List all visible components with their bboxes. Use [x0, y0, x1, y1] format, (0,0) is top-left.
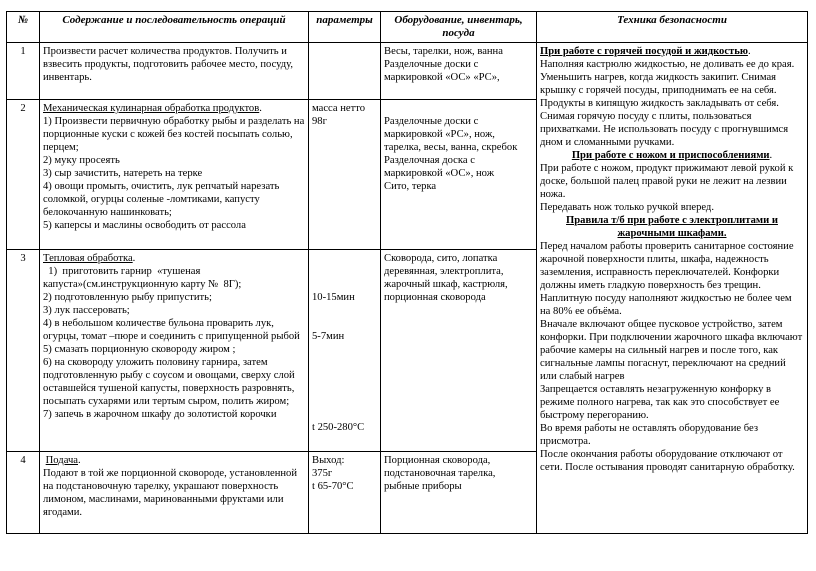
- param-text: t 65-70°С: [312, 481, 354, 492]
- param-text: масса нетто: [312, 103, 366, 114]
- operation-params: [309, 452, 381, 534]
- operation-params: [309, 100, 381, 250]
- equipment-text: Разделочная доска с маркировкой «ОС», нож: [384, 155, 495, 179]
- equipment-text: Весы, тарелки, нож, ванна: [384, 46, 503, 57]
- param-text: 375г: [312, 468, 333, 479]
- param-text: 98г: [312, 116, 327, 127]
- safety-electric-p4: Во время работы не оставлять оборудование без присмотра.: [540, 423, 759, 447]
- param-text: 5-7мин: [312, 331, 345, 342]
- equipment-text: Сковорода, сито, лопатка деревянная, электроплита, жарочный шкаф, кастрюля, порционная сковорода: [384, 253, 508, 303]
- operation-params: [309, 43, 381, 100]
- tech-card-table: [6, 11, 808, 534]
- operation-equipment: [381, 250, 537, 452]
- operation-content: [40, 43, 309, 100]
- operation-equipment: [381, 100, 537, 250]
- operation-step: 3) лук пассеровать;: [43, 305, 130, 316]
- safety-hot-text: Наполняя кастрюлю жидкостью, не доливать ее до края. Уменьшить нагрев, когда жидкость закипит. Снимая крышку с горячей посуды, приподнимать ее на себя. Продукты в кипящую жидкость закладывать от себя. Снимая горячую посуду с плиты, пользоваться прихватками. Не использовать посуду с прогнувшимся дном и сломанными ручками.: [540, 59, 795, 148]
- row-number: 1: [7, 43, 40, 100]
- operation-step: 4) овощи промыть, очистить, лук репчатый нарезать соломкой, огурцы соленые -ломтиками, капусту белокочанную нашинковать;: [43, 181, 280, 218]
- operation-title: Подача: [45, 455, 78, 466]
- safety-hot-title: При работе с горячей посудой и жидкостью: [540, 46, 748, 57]
- header-row: [7, 12, 808, 43]
- safety-electric-title: Правила т/б при работе с электроплитами и жарочными шкафами.: [566, 215, 778, 239]
- safety-electric-p5: После окончания работы оборудование отключают от сети. После остывания проводят санитарную обработку.: [540, 449, 795, 473]
- operation-content: Тепловая обработка. 1) приготовить гарнир «тушеная капуста»(см.инструкционную карту № 8Г); 2) подготовленную рыбу припустить; 3) лук пассеровать; 4) в небольшом количестве бульона проварить лук, огурцы, томат –пюре и соединить с припущенной рыбой 5) смазать порционную сковороду жиром ; 6) на сковороду уложить половину гарнира, затем подготовленную рыбу с соусом и овощами, сверху слой оставшейся тушеной капусты, поверхность разровнять, посыпать сухарями или тертым сыром, полить жиром; 7) запечь в жарочном шкафу до золотистой корочки: [40, 250, 309, 452]
- operation-equipment: [381, 43, 537, 100]
- operation-step: 1) приготовить гарнир «тушеная капуста»(см.инструкционную карту № 8Г);: [43, 266, 242, 290]
- operation-step: 7) запечь в жарочном шкафу до золотистой корочки: [43, 409, 277, 420]
- param-text: t 250-280°С: [312, 422, 365, 433]
- operation-text: Произвести расчет количества продуктов. Получить и взвесить продукты, подготовить рабочее место, посуду, инвентарь.: [43, 46, 294, 83]
- row-number: 4: [7, 452, 40, 534]
- operation-step: 4) в небольшом количестве бульона проварить лук, огурцы, томат –пюре и соединить с припущенной рыбой: [43, 318, 300, 342]
- operation-step: Подают в той же порционной сковороде, установленной на подстановочную тарелку, украшают поверхность лимоном, маслинами, маринованными фруктами или ягодами.: [43, 468, 298, 518]
- operation-step: 5) каперсы и маслины освободить от рассола: [43, 220, 246, 231]
- safety-knife-text: При работе с ножом, продукт прижимают левой рукой к доске, большой палец правой руки не лежит на лезвии ножа.: [540, 163, 794, 200]
- operation-equipment: [381, 452, 537, 534]
- safety-electric-p2: Вначале включают общее пусковое устройство, затем конфорки. При подключении жарочного шкафа включают рабочие камеры на сильный нагрев и после того, как сигнальные лампы погаснут, переключают на средний или слабый нагрев: [540, 319, 803, 382]
- safety-electric-p1: Перед началом работы проверить санитарное состояние жарочной поверхности плиты, шкафа, надежность заземления, исправность переключателей. Конфорки должны иметь гладкую поверхность без трещин. Наплитную посуду наполняют жидкостью не более чем на 80% ее объёма.: [540, 241, 794, 317]
- param-text: 10-15мин: [312, 292, 355, 303]
- operation-step: 6) на сковороду уложить половину гарнира, затем подготовленную рыбу с соусом и овощами, сверху слой оставшейся тушеной капусты, поверхность разровнять, посыпать сухарями или тертым сыром, полить жиром;: [43, 357, 295, 407]
- equipment-text: Разделочные доски с маркировкой «ОС» «РС»,: [384, 59, 500, 83]
- operation-title: Тепловая обработка: [43, 253, 133, 264]
- operation-step: 3) сыр зачистить, натереть на терке: [43, 168, 203, 179]
- safety-knife-text-2: Передавать нож только ручкой вперед.: [540, 202, 714, 213]
- operation-title: Механическая кулинарная обработка продуктов: [43, 103, 260, 114]
- operation-content: Механическая кулинарная обработка продуктов. 1) Произвести первичную обработку рыбы и разделать на порционные куски с кожей без костей посыпать солью, перцем; 2) муку просеять 3) сыр зачистить, натереть на терке 4) овощи промыть, очистить, лук репчатый нарезать соломкой, огурцы соленые -ломтиками, капусту белокочанную нашинковать; 5) каперсы и маслины освободить от рассола: [40, 100, 309, 250]
- header-equipment: Оборудование, инвентарь, посуда: [381, 12, 537, 43]
- operation-content: Подача. Подают в той же порционной сковороде, установленной на подстановочную тарелку, украшают поверхность лимоном, маслинами, маринованными фруктами или ягодами.: [40, 452, 309, 534]
- row-number: 2: [7, 100, 40, 250]
- operation-step: 1) Произвести первичную обработку рыбы и разделать на порционные куски с кожей без костей посыпать солью, перцем;: [43, 116, 305, 153]
- operation-step: 2) подготовленную рыбу припустить;: [43, 292, 212, 303]
- safety-electric-p3: Запрещается оставлять незагруженную конфорку в режиме полного нагрева, так как это способствует ее быстрому перегоранию.: [540, 384, 780, 421]
- safety-knife-title: При работе с ножом и приспособлениями: [571, 150, 770, 161]
- operation-step: 2) муку просеять: [43, 155, 120, 166]
- equipment-text: Сито, терка: [384, 181, 437, 192]
- operation-step: 5) смазать порционную сковороду жиром ;: [43, 344, 236, 355]
- equipment-text: Разделочные доски с маркировкой «РС», нож, тарелка, весы, ванна, скребок: [384, 116, 518, 153]
- row-number: 3: [7, 250, 40, 452]
- header-content: Содержание и последовательность операций: [40, 12, 309, 43]
- header-num: №: [7, 12, 40, 43]
- header-params: параметры: [309, 12, 381, 43]
- table-row: [7, 43, 808, 100]
- safety-cell: При работе с горячей посудой и жидкостью. Наполняя кастрюлю жидкостью, не доливать ее до края. Уменьшить нагрев, когда жидкость закипит. Снимая крышку с горячей посуды, приподнимать ее на себя. Продукты в кипящую жидкость закладывать от себя. Снимая горячую посуду с плиты, пользоваться прихватками. Не использовать посуду с прогнувшимся дном и сломанными ручками. При работе с ножом и приспособлениями. При работе с ножом, продукт прижимают левой рукой к доске, большой палец правой руки не лежит на лезвии ножа. Передавать нож только ручкой вперед. Правила т/б при работе с электроплитами и жарочными шкафами. Перед началом работы проверить санитарное состояние жарочной поверхности плиты, шкафа, надежность заземления, исправность переключателей. Конфорки должны иметь гладкую поверхность без трещин. Наплитную посуду наполняют жидкостью не более чем на 80% ее объёма. Вначале включают общее пусковое устройство, затем конфорки. При подключении жарочного шкафа включают рабочие камеры на сильный нагрев и после того, как сигнальные лампы погаснут, переключают на средний или слабый нагрев Запрещается оставлять незагруженную конфорку в режиме полного нагрева, так как это способствует ее быстрому перегоранию. Во время работы не оставлять оборудование без присмотра. После окончания работы оборудование отключают от сети. После остывания проводят санитарную обработку.: [537, 43, 808, 534]
- param-text: Выход:: [312, 455, 345, 466]
- equipment-text: Порционная сковорода, подстановочная тарелка, рыбные приборы: [384, 455, 496, 492]
- operation-params: [309, 250, 381, 452]
- header-safety: Техника безопасности: [537, 12, 808, 43]
